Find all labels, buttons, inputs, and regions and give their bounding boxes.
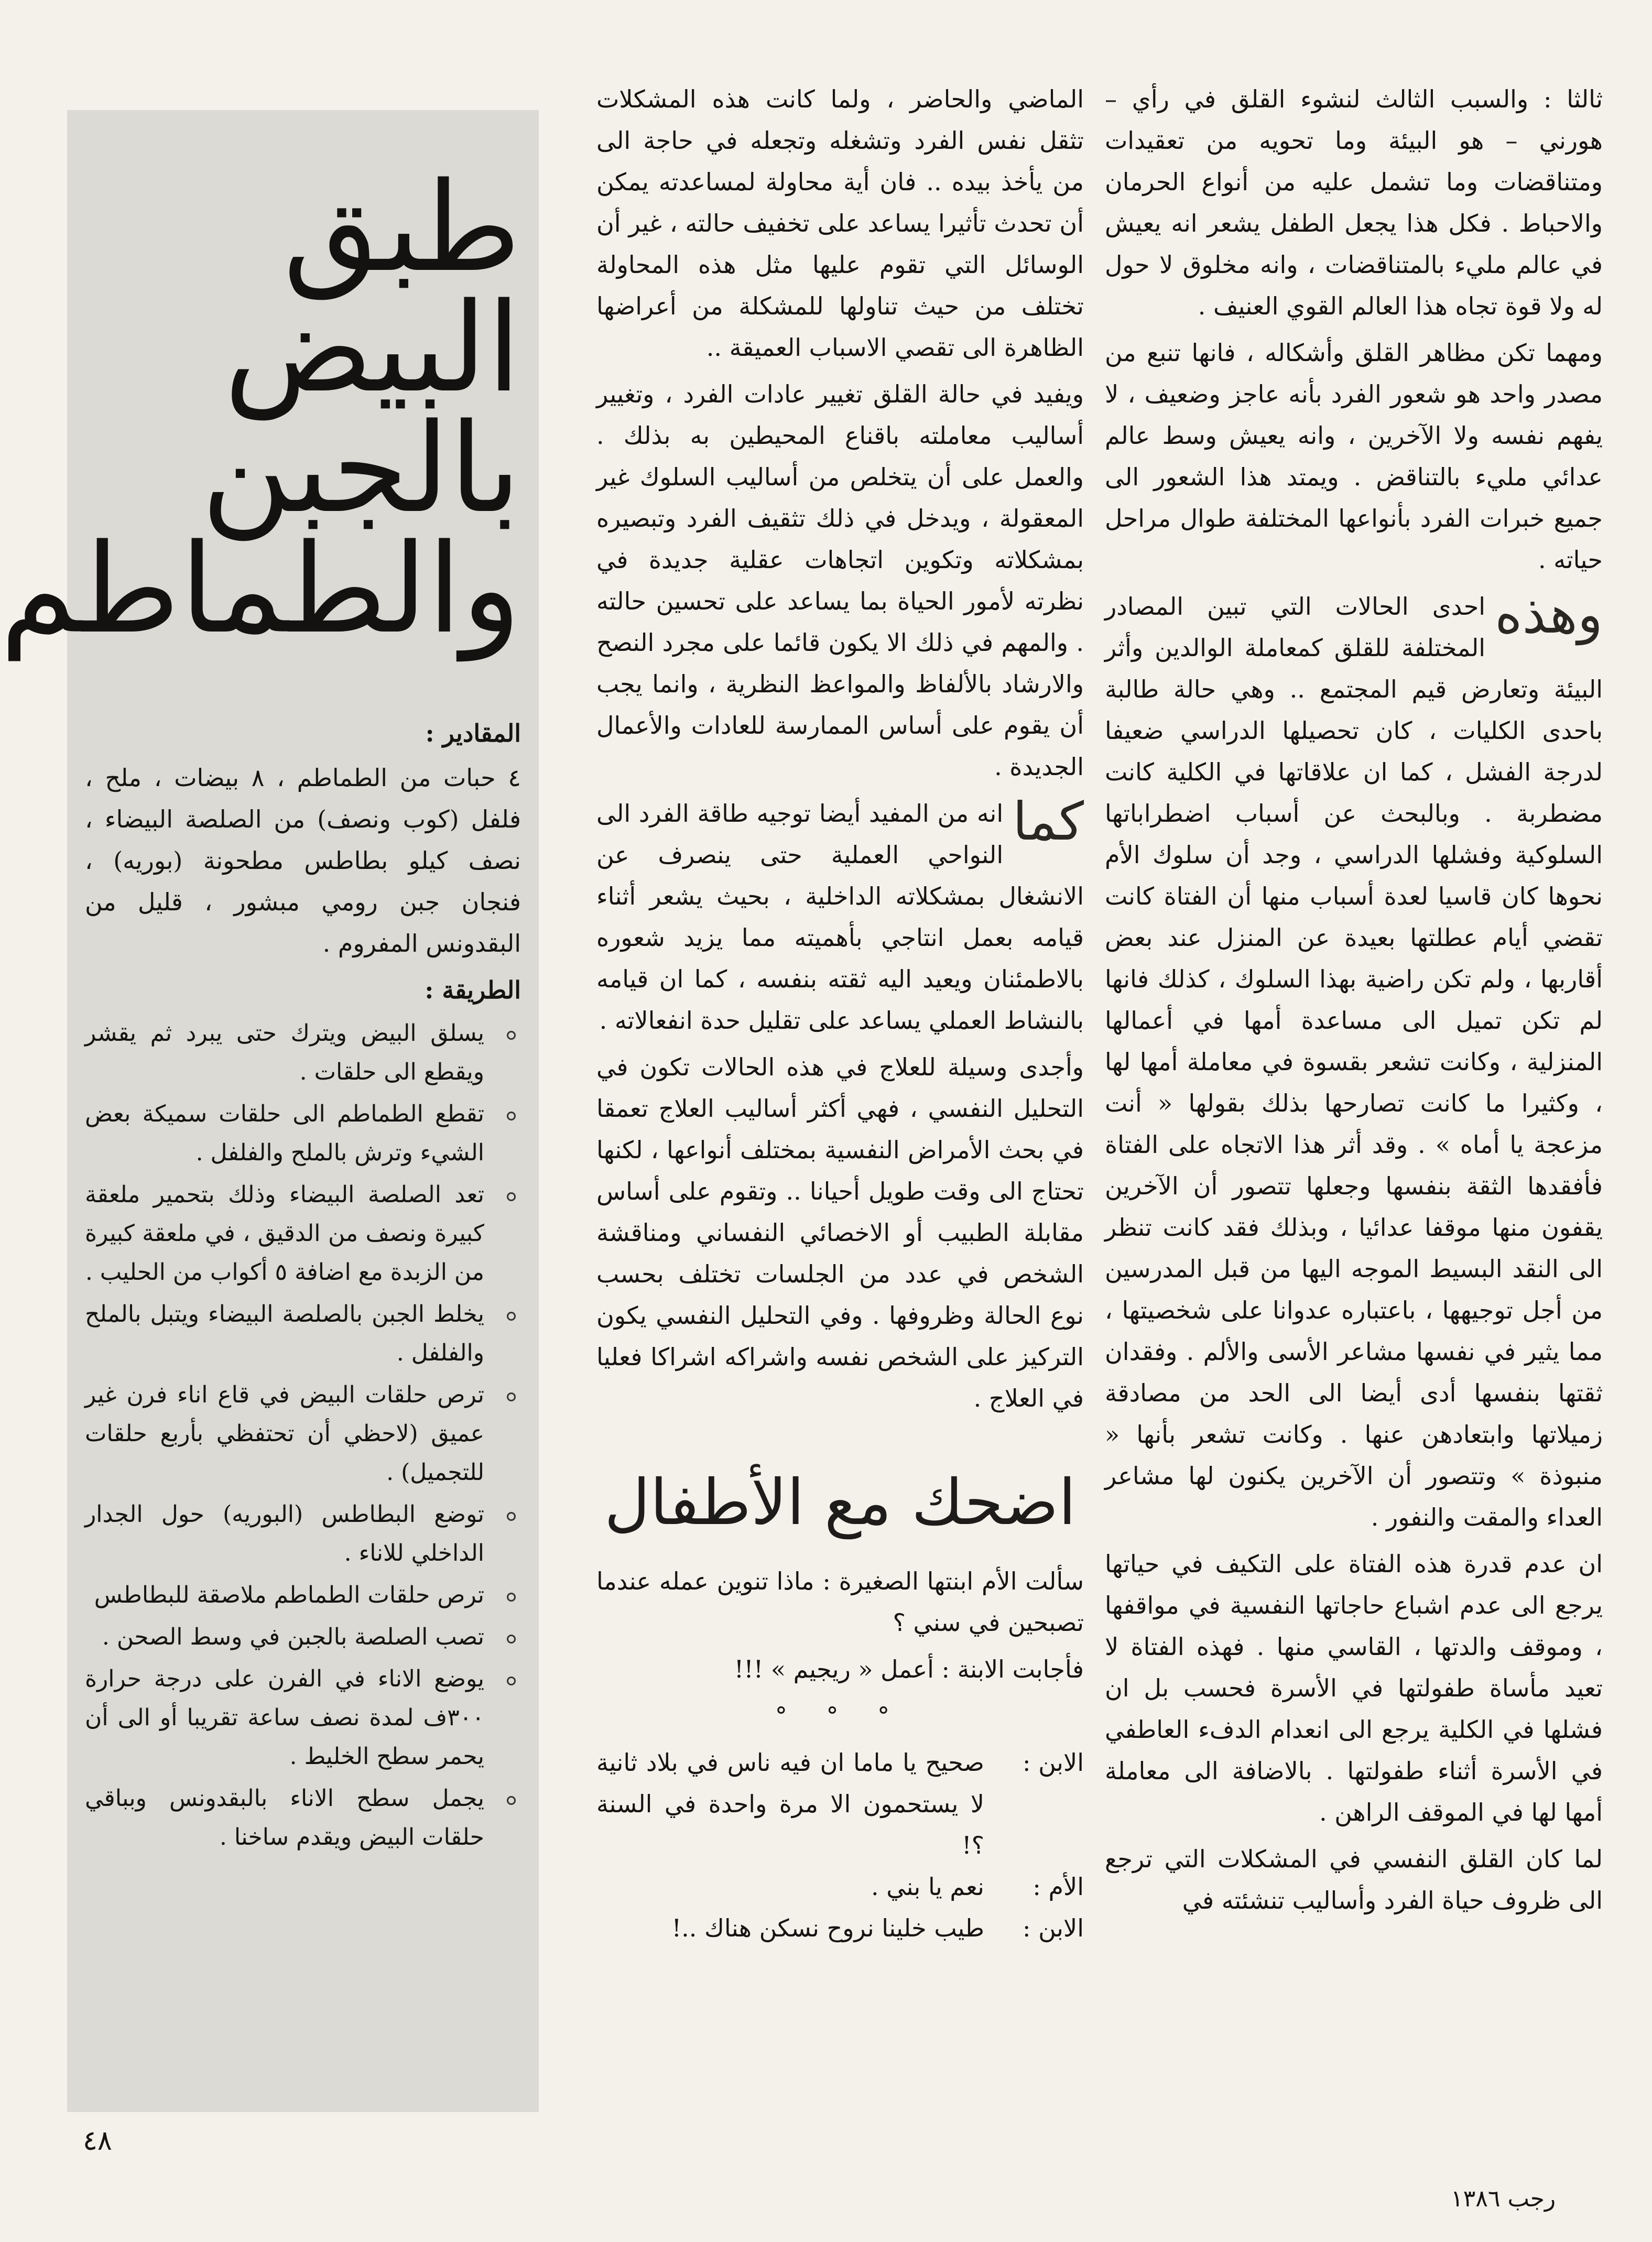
article-paragraph: لما كان القلق النفسي في المشكلات التي ترجع الى ظروف حياة الفرد وأساليب تنشئته في: [1105, 1845, 1603, 1914]
recipe-title-line: بالجبن: [201, 397, 521, 540]
dialogue-speaker: الابن :: [1023, 1914, 1084, 1942]
ingredients-text: ٤ حبات من الطماطم ، ٨ بيضات ، ملح ، فلفل (كوب ونصف) من الصلصة البيضاء ، نصف كيلو بطاطس مطحونة (بوريه) ، فنجان جبن رومي مبشور ، قليل من البقدونس المفروم .: [85, 764, 521, 957]
method-step: ترص حلقات البيض في قاع اناء فرن غير عميق (لاحظي أن تحتفظي بأربع حلقات للتجميل) .: [85, 1376, 521, 1492]
article-paragraph: ان عدم قدرة هذه الفتاة على التكيف في حياتها يرجع الى عدم اشباع حاجاتها النفسية في مواقفها ، وموقف والدتها ، القاسي منها . فهذه الفتاة لا تعيد مأساة طفولتها في الأسرة فحسب بل ان فشلها في الكلية يرجع الى انعدام الدفء العاطفي في الأسرة أثناء طفولتها . بالاضافة الى معاملة أمها لها في الموقف الراهن .: [1105, 1550, 1603, 1826]
recipe-title-line: والطماطم: [0, 518, 521, 661]
joke-question: سألت الأم ابنتها الصغيرة : ماذا تنوين عمله عندما تصبحين في سني ؟: [596, 1567, 1084, 1637]
dialogue-text: طيب خلينا نروح نسكن هناك ..!: [671, 1914, 984, 1942]
dialogue-speaker: الابن :: [1023, 1748, 1084, 1777]
article-paragraph: ومهما تكن مظاهر القلق وأشكاله ، فانها تنبع من مصدر واحد هو شعور الفرد بأنه عاجز وضعيف ، لا يفهم نفسه ولا الآخرين ، وانه يعيش وسط عالم عدائي مليء بالتناقض . ويمتد هذا الشعور الى جميع خبرات الفرد بأنواعها المختلفة طوال مراحل حياته .: [1105, 339, 1603, 574]
decorative-initial-word: كما: [1013, 791, 1084, 852]
method-step: تعد الصلصة البيضاء وذلك بتحمير ملعقة كبيرة ونصف من الدقيق ، في ملعقة كبيرة من الزبدة مع اضافة ٥ أكواب من الحليب .: [85, 1176, 521, 1292]
recipe-title-line: البيض: [224, 277, 521, 420]
page-number: ٤٨: [83, 2125, 112, 2157]
article-middle-column: [596, 79, 1084, 1949]
dialogue-speaker: الأم :: [1032, 1873, 1084, 1901]
article-paragraph: الماضي والحاضر ، ولما كانت هذه المشكلات تثقل نفس الفرد وتشغله وتجعله في حاجة الى من يأخذ بيده .. فان أية محاولة لمساعدته يمكن أن تحدث تأثيرا يساعد على تخفيف حالته ، غير أن الوسائل التي تقوم عليها مثل هذه المحاولة تختلف من حيث تناولها للمشكلة من أعراضها الظاهرة الى تقصي الاسباب العميقة ..: [596, 85, 1084, 362]
dialogue-line: [596, 1866, 1084, 1908]
dialogue-line: [596, 1742, 1084, 1866]
method-step: ترص حلقات الطماطم ملاصقة للبطاطس: [85, 1576, 521, 1615]
joke-dialogue: [596, 1742, 1084, 1949]
article-paragraph-text: احدى الحالات التي تبين المصادر المختلفة للقلق كمعاملة الوالدين وأثر البيئة وتعارض قيم المجتمع .. وهي حالة طالبة باحدى الكليات ، كان تحصيلها الدراسي ضعيفا لدرجة الفشل ، كما ان علاقاتها في الكلية كانت مضطربة . وبالبحث عن أسباب اضطراباتها السلوكية وفشلها الدراسي ، وجد أن سلوك الأم نحوها كان قاسيا لعدة أسباب منها أن الفتاة كانت تقضي أيام عطلتها بعيدة عن المنزل عند بعض أقاربها ، ولم تكن راضية بهذا السلوك ، كذلك فانها لم تكن تميل الى مساعدة أمها في أعمالها المنزلية ، وكانت تشعر بقسوة في معاملة أمها لها ، وكثيرا ما كانت تصارحها بذلك بقولها « أنت مزعجة يا أماه » . وقد أثر هذا الاتجاه على الفتاة فأفقدها الثقة بنفسها وجعلها تتصور أن الآخرين يقفون منها موقفا عدائيا ، وبذلك فقد كانت تنظر الى النقد البسيط الموجه اليها من قبل المدرسين من أجل توجيهها ، باعتباره عدوانا على شخصيتها ، مما يثير في نفسها مشاعر الأسى والألم . وفقدان ثقتها بنفسها أدى أيضا الى الحد من مصادقة زميلاتها وابتعادهن عنها . وكانت تشعر بأنها « منبوذة » وتتصور أن الآخرين يكنون لها مشاعر العداء والمقت والنفور .: [1105, 592, 1603, 1531]
article-paragraph: ويفيد في حالة القلق تغيير عادات الفرد ، وتغيير أساليب معاملته باقناع المحيطين به بذلك . والعمل على أن يتخلص من أساليب السلوك غير المعقولة ، ويدخل في ذلك تثقيف الفرد وتبصيره بمشكلاته وتكوين اتجاهات عقلية جديدة في نظرته لأمور الحياة بما يساعد على تحسين حالته . والمهم في ذلك الا يكون قائما على مجرد النصح والارشاد بالألفاظ والمواعظ النظرية ، وانما يجب أن يقوم على أساس الممارسة للعادات والأعمال الجديدة .: [596, 380, 1084, 781]
dialogue-text: صحيح يا ماما ان فيه ناس في بلاد ثانية لا يستحمون الا مرة واحدة في السنة ؟!: [596, 1748, 984, 1859]
method-step: توضع البطاطس (البوريه) حول الجدار الداخلي للاناء .: [85, 1495, 521, 1573]
method-step: يخلط الجبن بالصلصة البيضاء ويتبل بالملح والفلفل .: [85, 1295, 521, 1373]
dialogue-text: نعم يا بني .: [871, 1873, 984, 1901]
method-step: يوضع الاناء في الفرن على درجة حرارة ٣٠٠ف لمدة نصف ساعة تقريبا أو الى أن يحمر سطح الخليط .: [85, 1660, 521, 1776]
article-paragraph: [1105, 586, 1603, 1538]
kids-corner-title: اضحك مع الأطفال: [604, 1466, 1076, 1539]
article-paragraph: وأجدى وسيلة للعلاج في هذه الحالات تكون في التحليل النفسي ، فهي أكثر أساليب العلاج تعمقا في بحث الأمراض النفسية بمختلف أنواعها ، لكنها تحتاج الى وقت طويل أحيانا .. وتقوم على أساس مقابلة الطبيب أو الاخصائي النفساني ومناقشة الشخص في عدد من الجلسات تختلف بحسب نوع الحالة وظروفها . وفي التحليل النفسي يكون التركيز على الشخص نفسه واشراكه اشراكا فعليا في العلاج .: [596, 1053, 1084, 1412]
article-paragraph-text: انه من المفيد أيضا توجيه طاقة الفرد الى النواحي العملية حتى ينصرف عن الانشغال بمشكلاته الداخلية ، بحيث يشعر أثناء قيامه بعمل انتاجي بأهميته مما يزيد شعوره بالاطمئنان ويعيد اليه ثقته بنفسه ، كما ان قيامه بالنشاط العملي يساعد على تقليل حدة انفعالاته .: [596, 799, 1084, 1035]
method-heading: الطريقة :: [425, 976, 521, 1004]
article-paragraph: [596, 793, 1084, 1041]
recipe-panel: [0, 110, 539, 2112]
method-step: يسلق البيض ويترك حتى يبرد ثم يقشر ويقطع الى حلقات .: [85, 1014, 521, 1092]
issue-date: رجب ١٣٨٦: [1451, 2185, 1556, 2212]
dialogue-line: [596, 1908, 1084, 1949]
kids-corner: [596, 1466, 1084, 1949]
method-step: تقطع الطماطم الى حلقات سميكة بعض الشيء وترش بالملح والفلفل .: [85, 1095, 521, 1172]
article-right-column: [1105, 79, 1603, 1927]
method-step: تصب الصلصة بالجبن في وسط الصحن .: [85, 1618, 521, 1657]
method-step: يجمل سطح الاناء بالبقدونس وبباقي حلقات البيض ويقدم ساخنا .: [85, 1779, 521, 1857]
ingredients-heading: المقادير :: [425, 719, 521, 747]
method-steps: [85, 1014, 521, 1857]
article-paragraph: ثالثا : والسبب الثالث لنشوء القلق في رأي – هورني – هو البيئة وما تحويه من تعقيدات ومتناقضات وما تشمل عليه من أنواع الحرمان والاحباط . فكل هذا يجعل الطفل يشعر انه يعيش في عالم مليء بالمتناقضات ، وانه مخلوق لا حول له ولا قوة تجاه هذا العالم القوي العنيف .: [1105, 85, 1603, 320]
joke-separator: ° ° °: [775, 1702, 906, 1730]
joke-answer: فأجابت الابنة : أعمل « ريجيم » !!!: [734, 1655, 1084, 1683]
recipe-title-line: طبق: [283, 156, 521, 299]
decorative-initial-word: وهذه: [1495, 584, 1603, 645]
recipe-title: [0, 156, 521, 661]
